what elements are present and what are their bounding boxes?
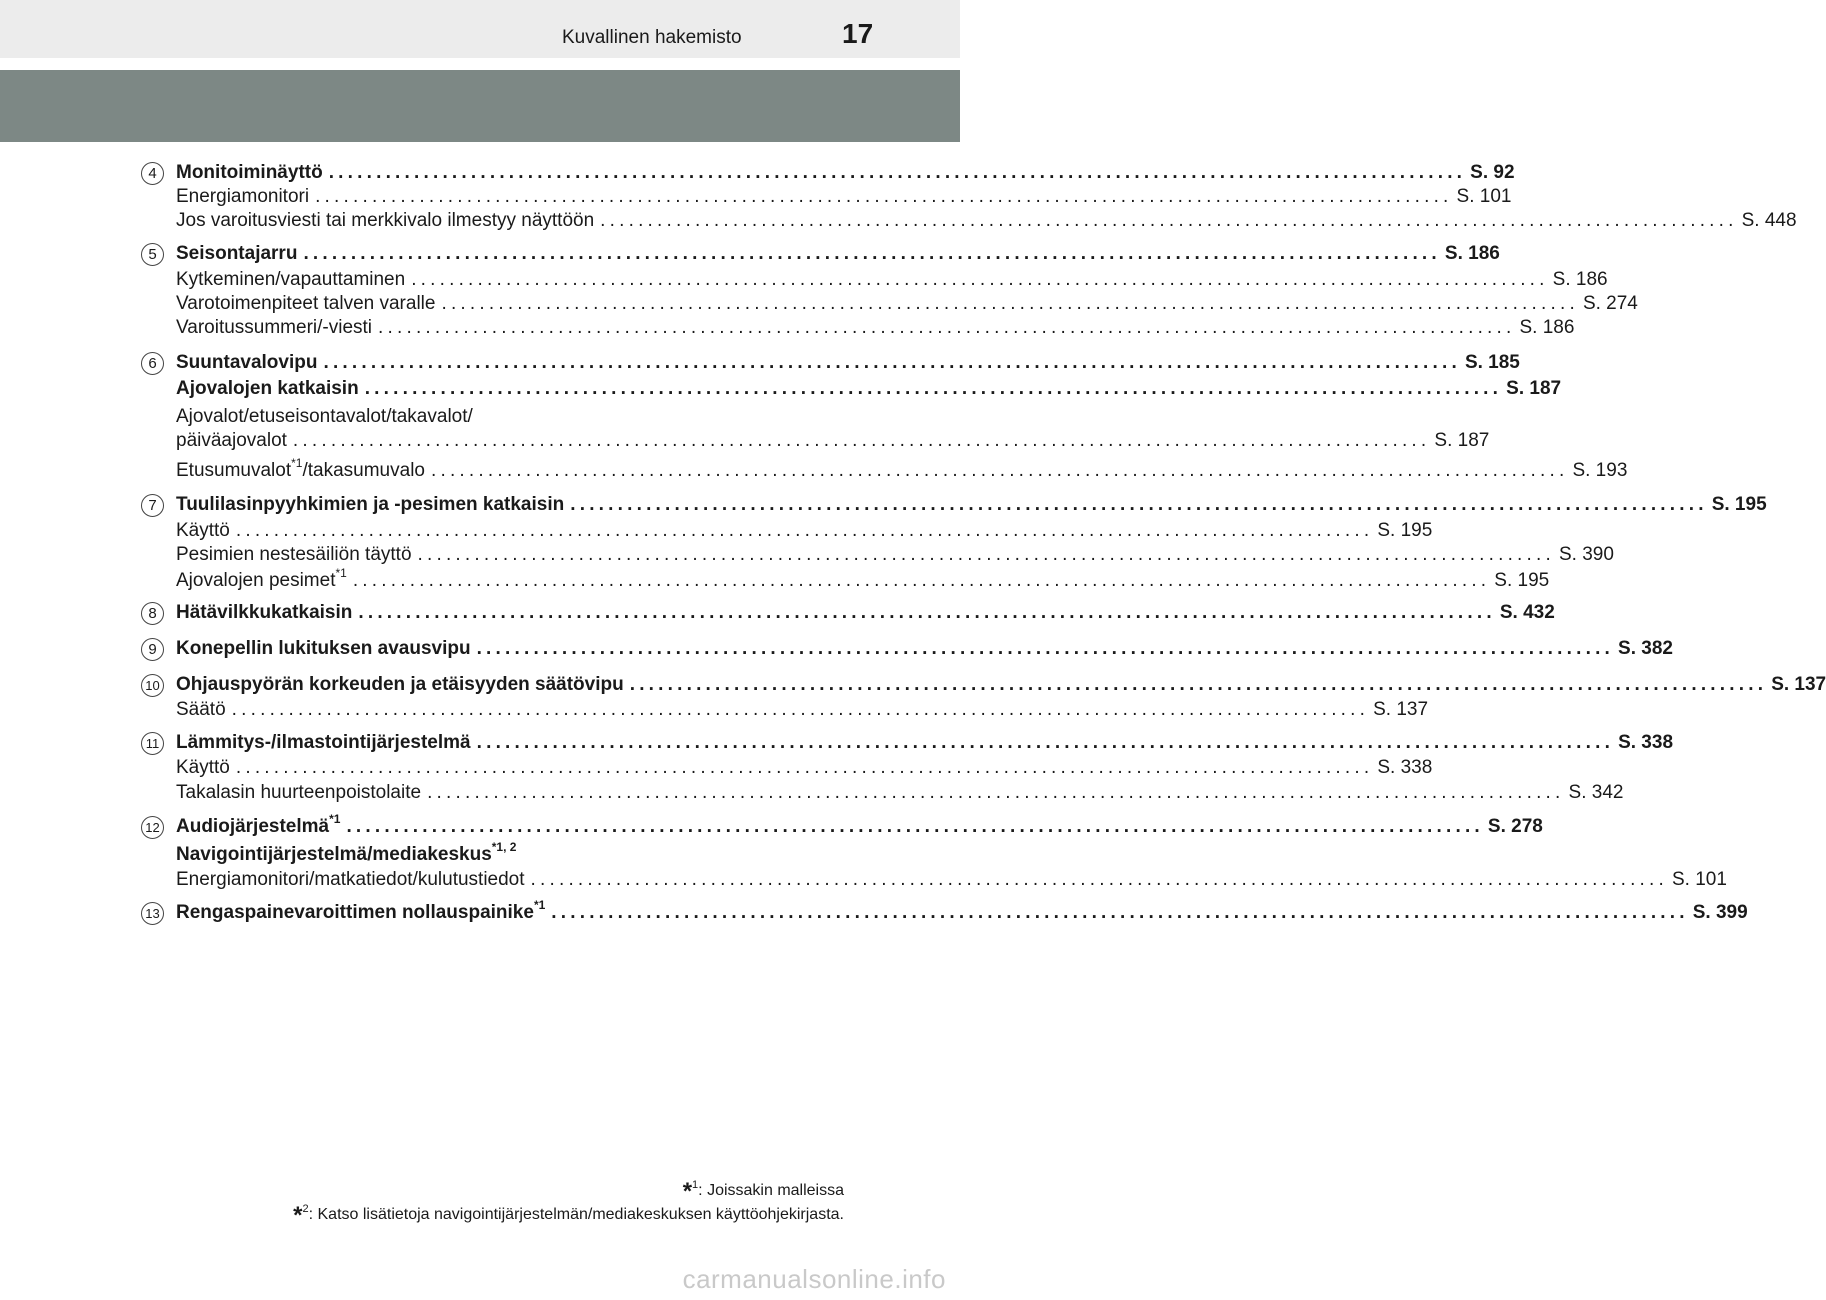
entry-label [176,672,624,698]
entry-label [176,730,471,756]
entry-label-text: Etusumuvalot [176,460,292,481]
entry-label [176,350,317,376]
page-reference: S. 399 [1692,902,1748,923]
page-reference: S. 187 [1434,430,1490,451]
page-reference: S. 382 [1618,638,1673,659]
entry-label [176,492,564,518]
index-entry [176,755,1433,781]
entry-label-text: Energiamonitori [176,186,310,207]
footnote-marker: *1 [291,455,303,470]
page-header [0,0,960,58]
index-entry [176,455,1628,484]
page-reference: S. 186 [1552,269,1608,290]
entry-label [176,291,435,317]
dot-leader: ........................................................................................................................ [530,869,1668,890]
callout-number-badge: 7 [141,494,164,517]
dot-leader: ........................................................................................................................ [600,210,1738,231]
dot-leader: ........................................................................................................................ [235,520,1374,541]
header-band [0,70,960,142]
index-entry [176,160,1515,186]
entry-label-text: Ajovalojen pesimet [176,570,336,591]
dot-leader: ........................................................................................................................ [315,186,1453,207]
entry-label [176,267,405,293]
entry-label-text: Kytkeminen/vapauttaminen [176,269,406,290]
entry-label [176,780,421,806]
index-entry [176,350,1520,376]
index-entry [176,636,1673,662]
page-reference: S. 274 [1582,293,1638,314]
entry-label-text: Navigointijärjestelmä/mediakeskus [176,844,492,865]
page-reference: S. 185 [1464,352,1520,373]
index-entry [176,839,808,868]
index-entry [176,600,1555,626]
page-reference: S. 195 [1711,494,1767,515]
index-entry [176,780,1624,806]
index-entry [176,811,1543,840]
entry-label-text: Takalasin huurteenpoistolaite [176,782,422,803]
index-entry [176,184,1512,210]
index-entry [176,404,808,430]
page-reference: S. 187 [1506,378,1562,399]
entry-label-text: päiväajovalot [176,430,287,451]
page-reference: S. 278 [1487,816,1543,837]
callout-number-badge: 12 [141,816,164,839]
footnote-text: : Katso lisätietoja navigointijärjestelmän/mediakeskuksen käyttöohjekirjasta. [308,1206,844,1223]
entry-label [176,600,352,626]
index-entry [176,730,1674,756]
index-entry [176,518,1433,544]
index-entry [176,697,1429,723]
entry-label [176,897,546,926]
dot-leader: ........................................................................................................................ [417,544,1555,565]
index-entry [176,542,1614,568]
entry-label-text: Ajovalojen katkaisin [176,378,359,399]
entry-label [176,565,347,594]
page-reference: S. 101 [1456,186,1512,207]
entry-label-text: Jos varoitusviesti tai merkkivalo ilmestyy näyttöön [176,210,595,231]
entry-label-text: Audiojärjestelmä [176,816,330,837]
entry-label-text: Seisontajarru [176,243,298,264]
page-reference: S. 342 [1568,782,1624,803]
index-entry [176,897,1748,926]
callout-number-badge: 11 [141,732,164,755]
section-title: Kuvallinen hakemisto [562,27,742,48]
page-reference: S. 390 [1558,544,1614,565]
callout-number-badge: 5 [141,243,164,266]
page-reference: S. 195 [1494,570,1550,591]
entry-label-text: Ajovalot/etuseisontavalot/takavalot/ [176,406,473,427]
entry-label-text: Konepellin lukituksen avausvipu [176,638,471,659]
callout-number-badge: 9 [141,638,164,661]
dot-leader: ........................................................................................................................ [292,430,1431,451]
index-entry [176,672,1826,698]
footnote-number: 2 [302,1203,309,1215]
callout-number-badge: 13 [141,902,164,925]
footnote-star: * [682,1178,693,1205]
entry-label [176,376,359,402]
dot-leader: ........................................................................................................................ [629,674,1768,695]
dot-leader: ........................................................................................................................ [476,732,1615,753]
dot-leader: ........................................................................................................................ [411,269,1549,290]
entry-label-text: Energiamonitori/matkatiedot/kulutustiedot [176,869,525,890]
entry-label [176,208,594,234]
footnote-text: : Joissakin malleissa [698,1182,844,1199]
footnote-marker: *1 [335,565,347,580]
index-entry [176,267,1608,293]
index-entry [176,315,1575,341]
entry-label-text: Suuntavalovipu [176,352,318,373]
dot-leader: ........................................................................................................................ [352,570,1491,591]
entry-label-text: Hätävilkkukatkaisin [176,602,353,623]
dot-leader: ........................................................................................................................ [427,782,1565,803]
page-reference: S. 101 [1672,869,1727,890]
entry-label [176,811,341,840]
dot-leader: ........................................................................................................................ [323,352,1461,373]
entry-label [176,867,525,893]
dot-leader: ........................................................................................................................ [235,757,1374,778]
footnote-star: * [293,1202,303,1229]
dot-leader: ........................................................................................................................ [570,494,1708,515]
entry-label [176,315,372,341]
page-reference: S. 137 [1373,699,1429,720]
page-reference: S. 432 [1499,602,1555,623]
entry-label-suffix: /takasumuvalo [302,460,425,481]
callout-number-badge: 10 [141,674,164,697]
index-entry [176,208,1797,234]
entry-label [176,455,425,484]
index-entry [176,428,1490,454]
dot-leader: ........................................................................................................................ [303,243,1441,264]
entry-label [176,542,412,568]
entry-label-text: Säätö [176,699,226,720]
index-entry [176,376,1562,402]
page-reference: S. 137 [1771,674,1826,695]
footnote-marker: *1 [329,811,341,826]
dot-leader: ........................................................................................................................ [328,162,1467,183]
entry-label-text: Käyttö [176,757,230,778]
page-reference: S. 186 [1444,243,1500,264]
entry-label-text: Käyttö [176,520,230,541]
footnote [293,1198,844,1229]
entry-label-text: Rengaspainevaroittimen nollauspainike [176,902,534,923]
entry-label [176,241,297,267]
dot-leader: ........................................................................................................................ [378,317,1516,338]
entry-label [176,697,226,723]
callout-number-badge: 8 [141,602,164,625]
index-entry [176,492,1767,518]
page-reference: S. 195 [1377,520,1433,541]
page-number: 17 [842,18,874,49]
index-entry [176,291,1638,317]
entry-label-text: Monitoiminäyttö [176,162,323,183]
callout-number-badge: 6 [141,352,164,375]
entry-label [176,839,517,865]
index-entry [176,241,1500,267]
index-entry [176,565,1550,594]
entry-label [176,406,473,427]
entry-label [176,428,287,454]
page-reference: S. 338 [1618,732,1674,753]
entry-label-text: Pesimien nestesäiliön täyttö [176,544,412,565]
dot-leader: ........................................................................................................................ [346,816,1484,837]
entry-label-text: Varoitussummeri/-viesti [176,317,373,338]
entry-label-text: Lämmitys-/ilmastointijärjestelmä [176,732,471,753]
page-reference: S. 193 [1572,460,1628,481]
entry-label [176,518,230,544]
page-reference: S. 92 [1470,162,1515,183]
footnote-marker: *1 [533,897,546,912]
footnote-marker: *1, 2 [491,839,517,854]
dot-leader: ........................................................................................................................ [231,699,1370,720]
entry-label-text: Varotoimenpiteet talven varalle [176,293,436,314]
dot-leader: ........................................................................................................................ [358,602,1496,623]
entry-label-text: Ohjauspyörän korkeuden ja etäisyyden säätövipu [176,674,624,695]
page-reference: S. 338 [1377,757,1433,778]
dot-leader: ........................................................................................................................ [364,378,1503,399]
entry-label-text: Tuulilasinpyyhkimien ja -pesimen katkaisin [176,494,565,515]
entry-label [176,755,230,781]
dot-leader: ........................................................................................................................ [430,460,1569,481]
callout-number-badge: 4 [141,162,164,185]
watermark: carmanualsonline.info [682,1264,946,1294]
page-reference: S. 448 [1741,210,1797,231]
dot-leader: ........................................................................................................................ [551,902,1689,923]
index-entry [176,867,1727,893]
entry-label [176,636,471,662]
entry-label [176,184,309,210]
page-reference: S. 186 [1519,317,1575,338]
entry-label [176,160,323,186]
dot-leader: ........................................................................................................................ [476,638,1615,659]
dot-leader: ........................................................................................................................ [441,293,1579,314]
footnote-number: 1 [692,1179,699,1191]
